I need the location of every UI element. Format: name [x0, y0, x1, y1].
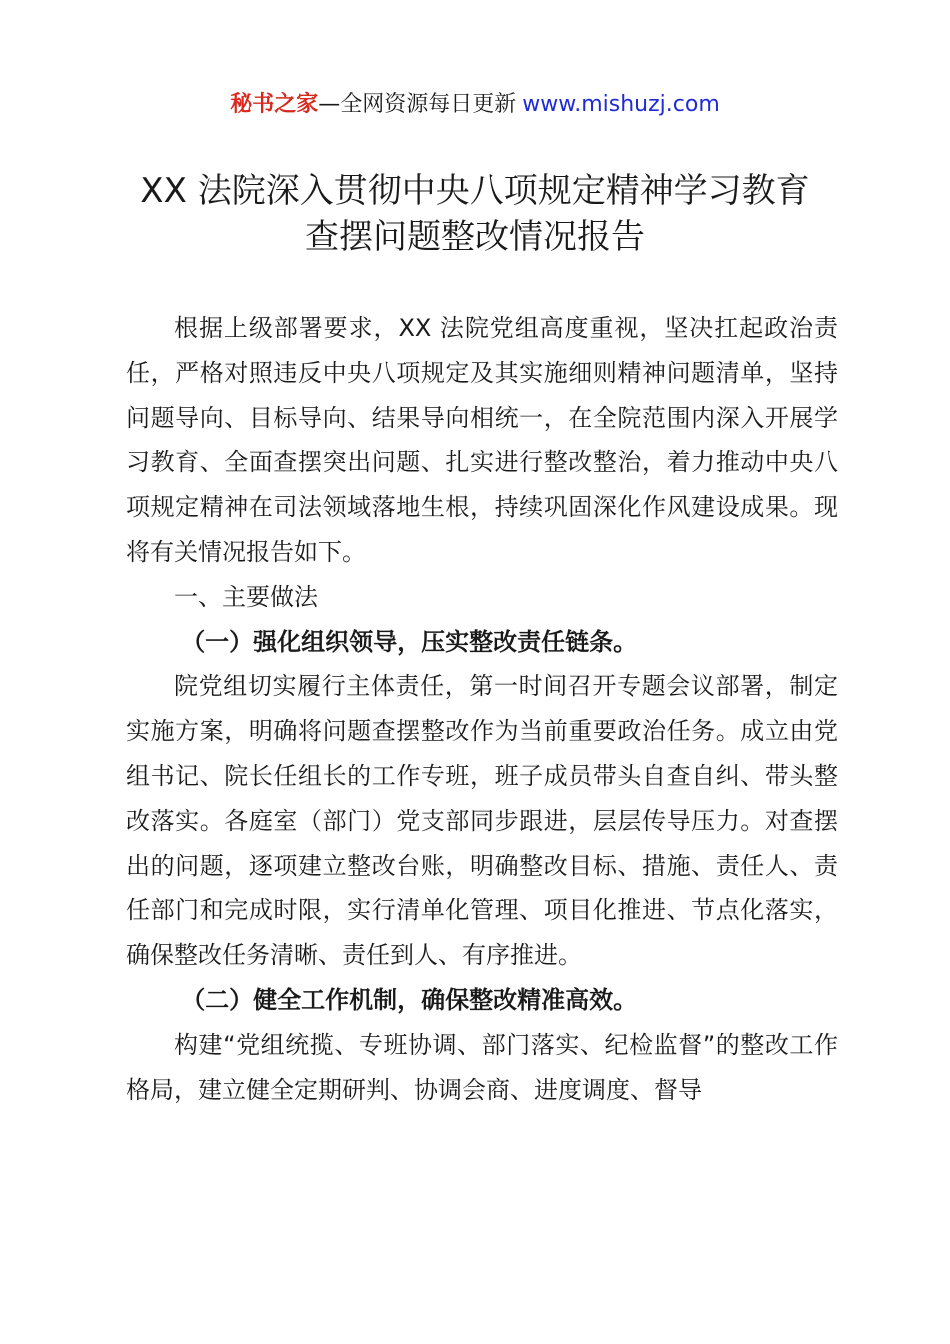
subsection-2-paragraph: 构建“党组统揽、专班协调、部门落实、纪检监督”的整改工作格局，建立健全定期研判、协调会商、进度调度、督导: [126, 1030, 838, 1104]
title-line-1: XX 法院深入贯彻中央八项规定精神学习教育: [140, 171, 810, 211]
subsection-heading-1: （一）强化组织领导，压实整改责任链条。: [181, 627, 638, 656]
subsection-1-paragraph: 院党组切实履行主体责任，第一时间召开专题会议部署，制定实施方案，明确将问题查摆整改作为当前重要政治任务。成立由党组书记、院长任组长的工作专班，班子成员带头自查自纠、带头整改落实。各庭室（部门）党支部同步跟进，层层传导压力。对查摆出的问题，逐项建立整改台账，明确整改目标、措施、责任人、责任部门和完成时限，实行清单化管理、项目化推进、节点化落实，确保整改任务清晰、责任到人、有序推进。: [126, 672, 838, 970]
site-url-link[interactable]: www.mishuzj.com: [522, 92, 720, 117]
section-heading-main-practices: 一、主要做法: [174, 582, 318, 611]
document-title: [60, 168, 890, 260]
header-tagline: —全网资源每日更新: [318, 92, 517, 117]
intro-paragraph: 根据上级部署要求，XX 法院党组高度重视，坚决扛起政治责任，严格对照违反中央八项规定及其实施细则精神问题清单，坚持问题导向、目标导向、结果导向相统一，在全院范围内深入开展学习教育、全面查摆突出问题、扎实进行整改整治，着力推动中央八项规定精神在司法领域落地生根，持续巩固深化作风建设成果。现将有关情况报告如下。: [126, 314, 838, 566]
brand-name: 秘书之家: [230, 92, 319, 117]
subsection-heading-2: （二）健全工作机制，确保整改精准高效。: [181, 985, 638, 1014]
document-body: [126, 306, 838, 1112]
title-line-2: 查摆问题整改情况报告: [305, 217, 645, 257]
site-header: [0, 88, 950, 122]
